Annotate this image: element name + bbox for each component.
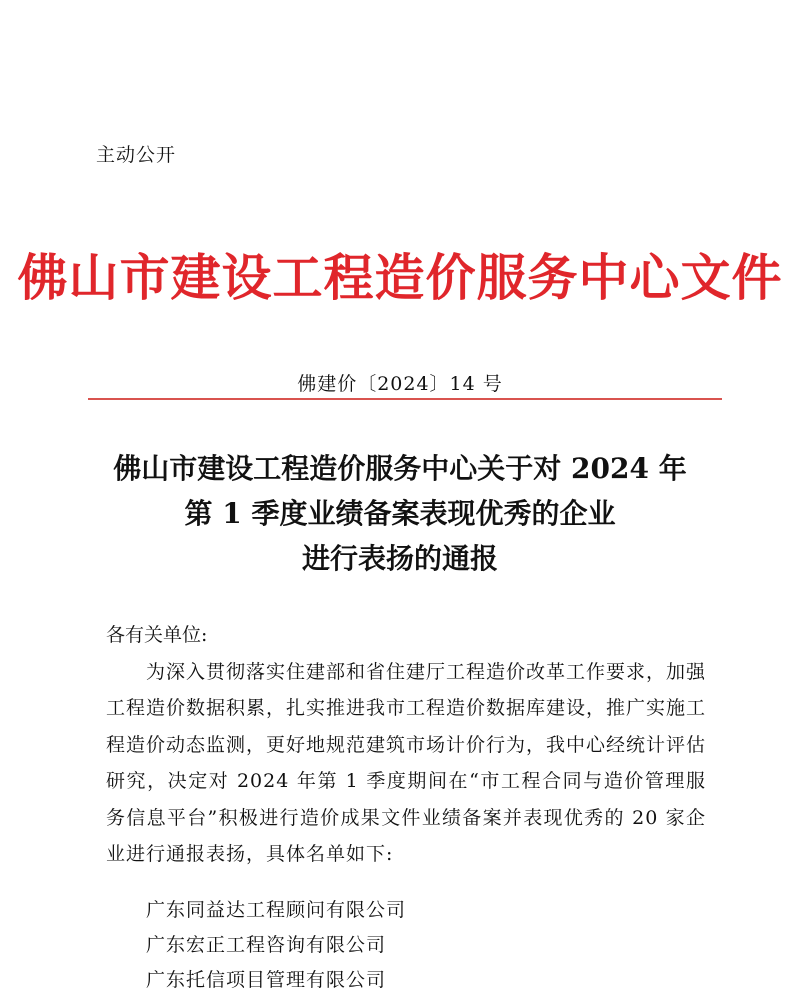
notice-title-line: 佛山市建设工程造价服务中心关于对 2024 年 <box>113 452 687 485</box>
notice-title-line: 第 1 季度业绩备案表现优秀的企业 <box>184 497 616 530</box>
company-item: 广东同益达工程顾问有限公司 <box>146 899 407 921</box>
notice-body <box>106 617 706 873</box>
red-divider <box>88 398 722 400</box>
company-item: 广东托信项目管理有限公司 <box>146 969 387 991</box>
salutation: 各有关单位: <box>106 624 208 646</box>
company-item: 广东宏正工程咨询有限公司 <box>146 934 387 956</box>
body-paragraph: 为深入贯彻落实住建部和省住建厅工程造价改革工作要求，加强工程造价数据积累，扎实推进我市工程造价数据库建设，推广实施工程造价动态监测，更好地规范建筑市场计价行为，我中心经统计评估研究，决定对 2024 年第 1 季度期间在“市工程合同与造价管理服务信息平台”积极进行造价成果文件业绩备案并表现优秀的 20 家企业进行通报表扬，具体名单如下: <box>106 660 707 865</box>
document-number: 佛建价〔2024〕14 号 <box>297 373 503 395</box>
notice-title-line: 进行表扬的通报 <box>301 542 498 575</box>
disclosure-label: 主动公开 <box>96 144 177 166</box>
issuer-title: 佛山市建设工程造价服务中心文件 <box>17 248 783 307</box>
company-list <box>146 893 406 998</box>
notice-title <box>0 446 800 581</box>
